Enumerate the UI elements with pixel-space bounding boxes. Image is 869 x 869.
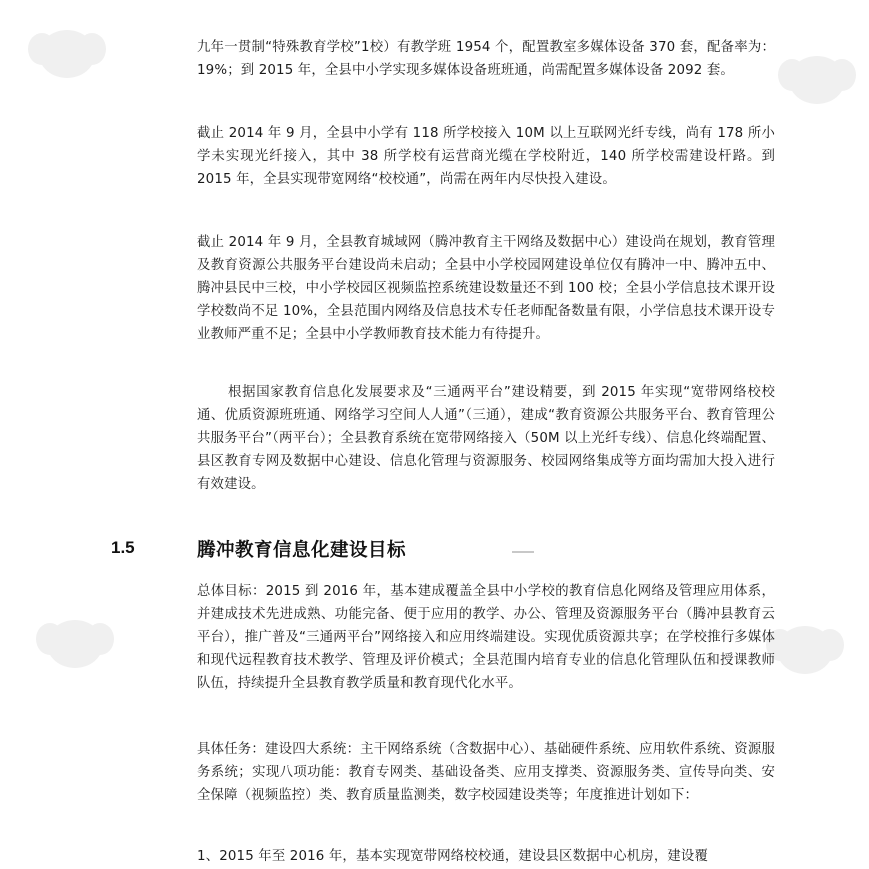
- elephant-watermark-icon: [30, 604, 120, 684]
- paragraph-metro-network: 截止 2014 年 9 月，全县教育城域网（腾冲教育主干网络及数据中心）建设尚在规划，教育管理及教育资源公共服务平台建设尚未启动；全县中小学校园网建设单位仅有腾冲一中、腾冲五中、腾冲县民中三校，中小学校园区视频监控系统建设数量还不到 100 校；全县小学信息技术课开设学校数尚不足 10%，全县范围内网络及信息技术专任老师配备数量有限，小学信息技术课开设专业教师严重不足；全县中小学教师教育技术能力有待提升。: [197, 235, 775, 342]
- paragraph-national-requirements: 根据国家教育信息化发展要求及“三通两平台”建设精要，到 2015 年实现“宽带网络校校通、优质资源班班通、网络学习空间人人通”（三通），建成“教育资源公共服务平台、教育管理公共服务平台”（两平台）；全县教育系统在宽带网络接入（50M 以上光纤专线）、信息化终端配置、县区教育专网及数据中心建设、信息化管理与资源服务、校园网络集成等方面均需加大投入进行有效建设。: [197, 385, 775, 492]
- elephant-watermark-icon: [22, 14, 112, 94]
- paragraph-multimedia: 九年一贯制“特殊教育学校”1校）有教学班 1954 个，配置教室多媒体设备 370 套，配备率为：19%；到 2015 年，全县中小学实现多媒体设备班班通，尚需配置多媒体设备 2092 套。: [197, 40, 775, 78]
- elephant-watermark-icon: [772, 40, 862, 120]
- section-title: 腾冲教育信息化建设目标: [197, 540, 407, 561]
- paragraph-overall-goal: 总体目标：2015 到 2016 年，基本建成覆盖全县中小学校的教育信息化网络及管理应用体系，并建成技术先进成熟、功能完备、便于应用的教学、办公、管理及资源服务平台（腾冲县教育云平台），推广普及“三通两平台”网络接入和应用终端建设。实现优质资源共享；在学校推行多媒体和现代远程教育技术教学、管理及评价模式；全县范围内培育专业的信息化管理队伍和授课教师队伍，持续提升全县教育教学质量和教育现代化水平。: [197, 584, 775, 691]
- paragraph-specific-tasks: 具体任务：建设四大系统：主干网络系统（含数据中心）、基础硬件系统、应用软件系统、资源服务系统；实现八项功能：教育专网类、基础设备类、应用支撑类、资源服务类、宣传导向类、安全保障（视频监控）类、教育质量监测类，数字校园建设类等；年度推进计划如下：: [197, 742, 775, 803]
- paragraph-plan-item-1: 1、2015 年至 2016 年，基本实现宽带网络校校通，建设县区数据中心机房，建设覆: [197, 849, 709, 864]
- paragraph-fiber-access: 截止 2014 年 9 月，全县中小学有 118 所学校接入 10M 以上互联网光纤专线，尚有 178 所小学未实现光纤接入，其中 38 所学校有运营商光缆在学校附近，140 所学校需建设杆路。到 2015 年，全县实现带宽网络“校校通”，尚需在两年内尽快投入建设。: [197, 126, 775, 187]
- section-heading: [0, 536, 869, 566]
- section-number: 1.5: [111, 538, 135, 557]
- heading-dash-divider: [512, 551, 534, 553]
